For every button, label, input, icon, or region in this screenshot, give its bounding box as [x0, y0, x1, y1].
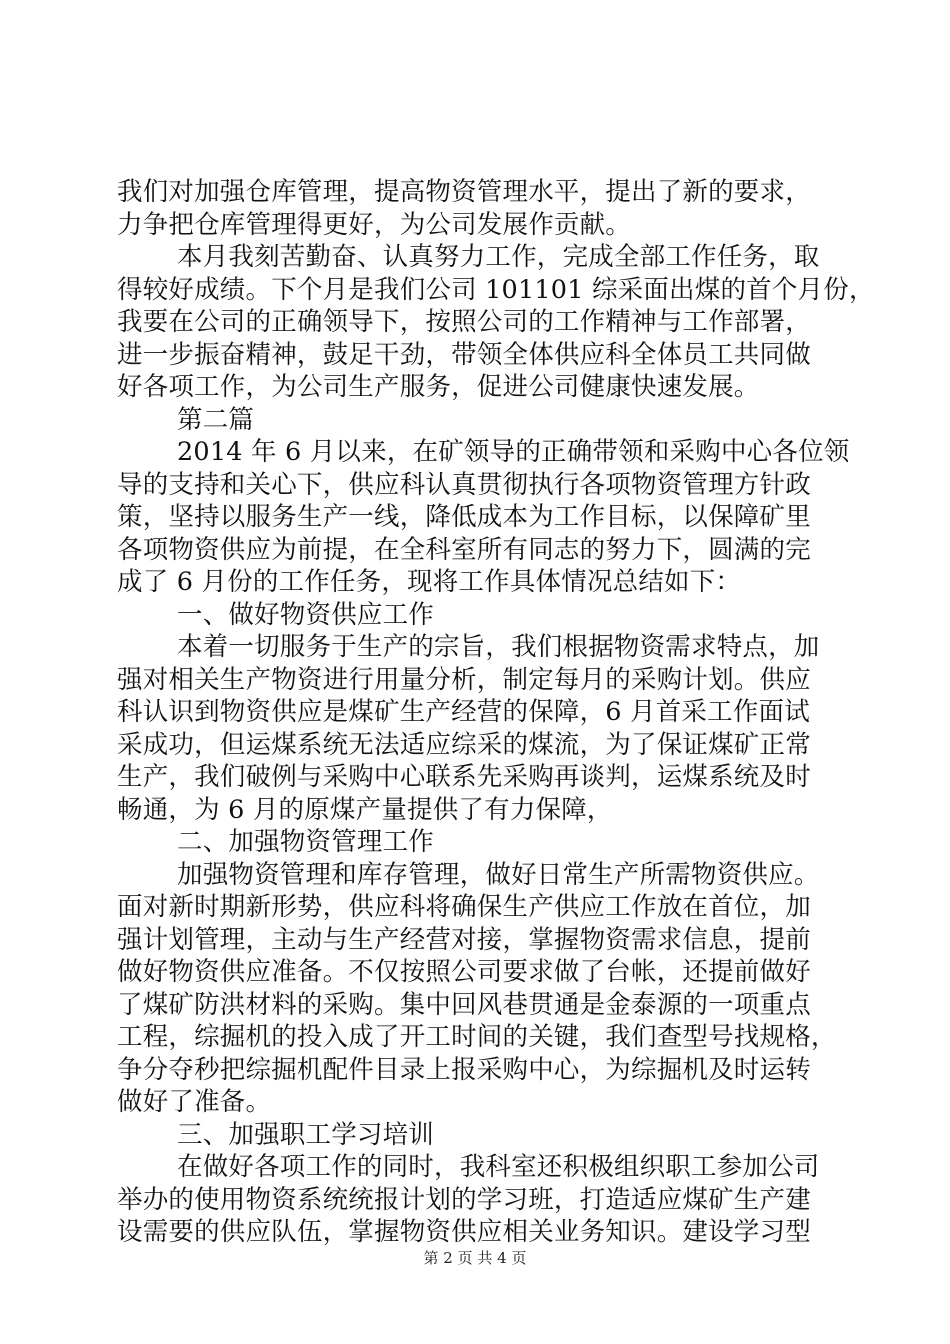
text-line: 力争把仓库管理得更好，为公司发展作贡献。 — [117, 209, 632, 240]
text-line: 工程，综掘机的投入成了开工时间的关键，我们查型号找规格， — [117, 1022, 837, 1052]
text-line: 争分夺秒把综掘机配件目录上报采购中心，为综掘机及时运转 — [117, 1054, 811, 1085]
paragraph-supply — [117, 631, 847, 826]
paragraph-training — [117, 1151, 847, 1249]
paragraph-intro — [117, 436, 850, 599]
heading-text: 三、加强职工学习培训 — [177, 1119, 435, 1150]
text-line: 举办的使用物资系统统报计划的学习班，打造适应煤矿生产建 — [117, 1184, 811, 1215]
text-line: 畅通，为 6 月的原煤产量提供了有力保障， — [117, 794, 613, 825]
text-line: 本着一切服务于生产的宗旨，我们根据物资需求特点，加 — [177, 632, 820, 662]
text-line: 得较好成绩。下个月是我们公司 101101 综采面出煤的首个月份， — [117, 274, 875, 305]
page-number-label: 第 2 页 共 4 页 — [423, 1249, 527, 1267]
text-line: 设需要的供应队伍，掌握物资供应相关业务知识。建设学习型 — [117, 1217, 811, 1247]
paragraph-continuation — [117, 176, 847, 241]
text-line: 我们对加强仓库管理，提高物资管理水平，提出了新的要求， — [117, 177, 811, 207]
text-line: 好各项工作，为公司生产服务，促进公司健康快速发展。 — [117, 372, 760, 402]
page-footer — [0, 1248, 950, 1268]
document-body — [117, 176, 875, 1249]
section-heading-training — [117, 1119, 847, 1152]
text-line: 进一步振奋精神，鼓足干劲，带领全体供应科全体员工共同做 — [117, 339, 811, 370]
text-line: 生产，我们破例与采购中心联系先采购再谈判，运煤系统及时 — [117, 762, 811, 792]
heading-text: 第二篇 — [177, 404, 255, 435]
paragraph-monthly-summary — [117, 241, 875, 404]
text-line: 做好物资供应准备。不仅按照公司要求做了台帐，还提前做好 — [117, 957, 811, 987]
text-line: 在做好各项工作的同时，我科室还积极组织职工参加公司 — [177, 1152, 820, 1182]
heading-text: 二、加强物资管理工作 — [177, 827, 435, 857]
text-line: 成了 6 月份的工作任务，现将工作具体情况总结如下： — [117, 567, 742, 597]
text-line: 了煤矿防洪材料的采购。集中回风巷贯通是金泰源的一项重点 — [117, 989, 811, 1020]
heading-text: 一、做好物资供应工作 — [177, 599, 435, 630]
text-line: 本月我刻苦勤奋、认真努力工作，完成全部工作任务，取 — [177, 242, 820, 272]
text-line: 科认识到物资供应是煤矿生产经营的保障，6 月首采工作面试 — [117, 697, 810, 727]
text-line: 导的支持和关心下，供应科认真贯彻执行各项物资管理方针政 — [117, 469, 811, 500]
text-line: 做好了准备。 — [117, 1087, 272, 1117]
text-line: 2014 年 6 月以来，在矿领导的正确带领和采购中心各位领 — [177, 437, 850, 467]
text-line: 策，坚持以服务生产一线，降低成本为工作目标，以保障矿里 — [117, 502, 811, 532]
paragraph-management — [117, 859, 847, 1119]
text-line: 我要在公司的正确领导下，按照公司的工作精神与工作部署， — [117, 307, 811, 337]
text-line: 强计划管理，主动与生产经营对接，掌握物资需求信息，提前 — [117, 924, 811, 955]
text-line: 采成功，但运煤系统无法适应综采的煤流，为了保证煤矿正常 — [117, 729, 811, 760]
text-line: 强对相关生产物资进行用量分析，制定每月的采购计划。供应 — [117, 664, 811, 695]
section-heading-part-two — [117, 404, 847, 437]
text-line: 面对新时期新形势，供应科将确保生产供应工作放在首位，加 — [117, 892, 811, 922]
text-line: 加强物资管理和库存管理，做好日常生产所需物资供应。 — [177, 859, 820, 890]
text-line: 各项物资供应为前提，在全科室所有同志的努力下，圆满的完 — [117, 534, 811, 565]
section-heading-management — [117, 826, 847, 859]
section-heading-supply — [117, 599, 847, 632]
